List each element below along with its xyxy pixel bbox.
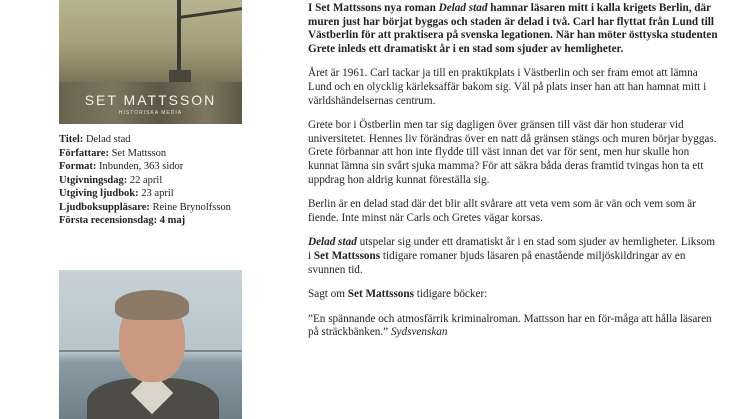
book-cover-image — [59, 0, 242, 124]
detail-value: 4 maj — [159, 215, 186, 226]
text-run: tidigare böcker: — [413, 288, 488, 301]
detail-value: Reine Brynolfsson — [152, 201, 231, 213]
detail-label: Utgiving ljudbok: — [59, 188, 139, 199]
paragraph-praise-intro — [308, 288, 718, 302]
cover-author-name: SET MATTSSON — [84, 92, 217, 108]
detail-narrator — [59, 201, 289, 215]
detail-release-date — [59, 174, 289, 188]
review-quote — [308, 313, 718, 340]
author-name: Set Mattssons — [313, 249, 381, 262]
quote-source: Sydsvenskan — [390, 326, 448, 339]
detail-value: Set Mattsson — [111, 147, 167, 159]
detail-audiobook-release — [59, 187, 289, 201]
cover-publisher: HISTORISKA MEDIA — [118, 110, 183, 116]
detail-review-date — [59, 214, 289, 228]
book-title: Delad stad — [308, 236, 357, 249]
detail-value: 23 april — [141, 188, 174, 199]
book-details — [59, 133, 289, 228]
lead-paragraph — [308, 2, 718, 56]
book-title: Delad stad — [438, 2, 488, 14]
detail-title — [59, 133, 289, 147]
detail-label: Format: — [59, 161, 97, 172]
detail-label: Ljudboksuppläsare: — [59, 201, 150, 213]
author-portrait — [59, 270, 242, 419]
detail-format — [59, 160, 289, 174]
text-run: tidigare romaner bjuds läsaren på enastående miljöskildringar av en svunnen tid. — [308, 249, 686, 276]
detail-author — [59, 147, 289, 161]
detail-value: 22 april — [129, 174, 163, 186]
detail-label: Författare: — [59, 147, 109, 159]
paragraph-berlin: Berlin är en delad stad där det blir allt svårare att veta vem som är vän och vem som är fiende. Inte minst när Carls och Gretes vägar korsas. — [308, 198, 697, 224]
detail-label: Titel: — [59, 134, 84, 145]
text-run: utspelar sig under ett dramatiskt år i en stad som sjuder av hemligheter. Liksom i — [308, 236, 716, 262]
press-release-text — [308, 0, 718, 351]
author-name: Set Mattssons — [347, 288, 414, 301]
text-run: Sagt om — [308, 288, 348, 301]
paragraph-summary — [308, 236, 718, 277]
text-run: I Set Mattssons nya roman — [308, 2, 439, 14]
detail-label: Utgivningsdag: — [59, 174, 128, 186]
paragraph-grete: Grete bor i Östberlin men tar sig dagligen över gränsen till väst där hon studerar vid universitetet. Hennes liv förändras över en natt då gränsen stängs och muren börjar byggas. Grete förbannar att hon inte flydde till väst innan det var för sent, men hur skulle hon kunnat lämna sin svårt sjuka mamma? För att säkra båda deras framtid tvingas hon ta ett uppdrag hon aldrig kunnat föreställa sig. — [308, 119, 717, 186]
detail-value: Inbunden, 363 sidor — [98, 161, 184, 172]
detail-value: Delad stad — [85, 134, 131, 145]
portrait-hair — [115, 290, 189, 320]
cover-crane-arm — [179, 6, 242, 19]
detail-label: Första recensionsdag: — [59, 215, 158, 226]
quote-text: ”En spännande och atmosfärrik kriminalroman. Mattsson har en för-måga att hålla läsaren på sträckbänken.” — [308, 312, 712, 339]
text-run: hamnar läsaren mitt i kalla krigets Berlin, där muren just har börjat byggas och staden är delad i två. Carl har flyttat från Lund till Västberlin för att praktisera på svenska legationen. När han möter östtyska studenten Grete inleds ett dramatiskt år i en stad som sjuder av hemligheter. — [308, 2, 718, 55]
paragraph-year: Året är 1961. Carl tackar ja till en praktikplats i Västberlin och ser fram emot att lämna Lund och en olycklig kärleksaffär bakom sig. Väl på plats inser han att han hamnat mitt i världshändelsernas centrum. — [308, 67, 707, 107]
